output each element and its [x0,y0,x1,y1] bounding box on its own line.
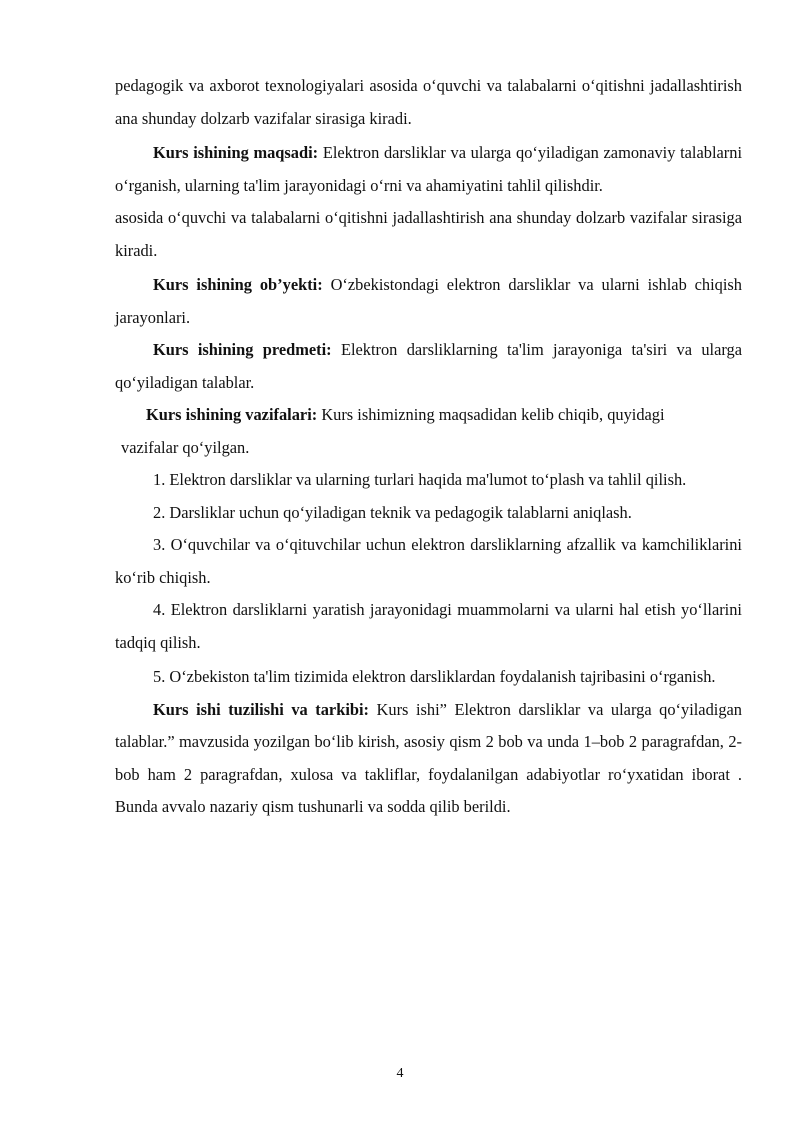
list-item-3: 3. O‘quvchilar va o‘qituvchilar uchun elektron darsliklarning afzallik va kamchiliklarini ko‘rib chiqish. [115,535,742,587]
list-item-1: 1. Elektron darsliklar va ularning turlari haqida ma'lumot to‘plash va tahlil qilish. [153,470,687,489]
vazifa-paragraph [115,399,742,432]
obyekt-paragraph [115,269,742,334]
obyekt-label: Kurs ishining ob’yekti: [153,275,323,294]
predmet-text: Elektron darsliklarning ta'lim jarayoniga ta'siri va ularga qo‘yiladigan talablar. [115,340,742,392]
vazifa-text: Kurs ishimizning maqsadidan kelib chiqib, quyidagi [317,405,665,424]
tuzilish-paragraph [115,694,742,824]
tuzilish-text: Kurs ishi” Elektron darsliklar va ularga qo‘yiladigan talablar.” mavzusida yozilgan bo‘lib kirish, asosiy qism 2 bob va unda 1–bob 2 paragrafdan, 2-bob ham 2 paragrafdan, xulosa va takliflar, foydalanilgan adabiyotlar ro‘yxatidan iborat . Bunda avvalo nazariy qism tushunarli va sodda qilib berildi. [115,699,742,816]
document-page [115,70,742,824]
list-item-2: 2. Darsliklar uchun qo‘yiladigan teknik va pedagogik talablarni aniqlash. [153,502,632,522]
page-number: 4 [396,1066,404,1081]
obyekt-text: O‘zbekistondagi elektron darsliklar va ularni ishlab chiqish jarayonlari. [115,275,742,327]
vazifa-label: Kurs ishining vazifalari: [146,405,318,424]
vazifa-paragraph-cont: vazifalar qo‘yilgan. [121,437,250,457]
list-item-5: 5. O‘zbekiston ta'lim tizimida elektron darsliklardan foydalanish tajribasini o‘rganish. [153,667,716,686]
predmet-paragraph [115,334,742,399]
maqsad-label: Kurs ishining maqsadi: [153,143,319,162]
maqsad-text: Elektron darsliklar va ularga qo‘yiladigan zamonaviy talablarni o‘rganish, ularning ta'lim jarayonidagi o‘rni va ahamiyatini tahlil qilishdir. [115,143,742,195]
list-item-4: 4. Elektron darsliklarni yaratish jarayonidagi muammolarni va ularni hal etish yo‘llarini tadqiq qilish. [115,600,742,652]
predmet-label: Kurs ishining predmeti: [153,340,332,359]
maqsad-paragraph [115,137,742,202]
tuzilish-label: Kurs ishi tuzilishi va tarkibi: [153,699,369,719]
repeat-paragraph: asosida o‘quvchi va talabalarni o‘qitishni jadallashtirish ana shunday dolzarb vazifalar sirasiga kiradi. [115,208,742,260]
intro-paragraph: pedagogik va axborot texnologiyalari asosida o‘quvchi va talabalarni o‘qitishni jadallashtirish ana shunday dolzarb vazifalar sirasiga kiradi. [115,76,742,128]
